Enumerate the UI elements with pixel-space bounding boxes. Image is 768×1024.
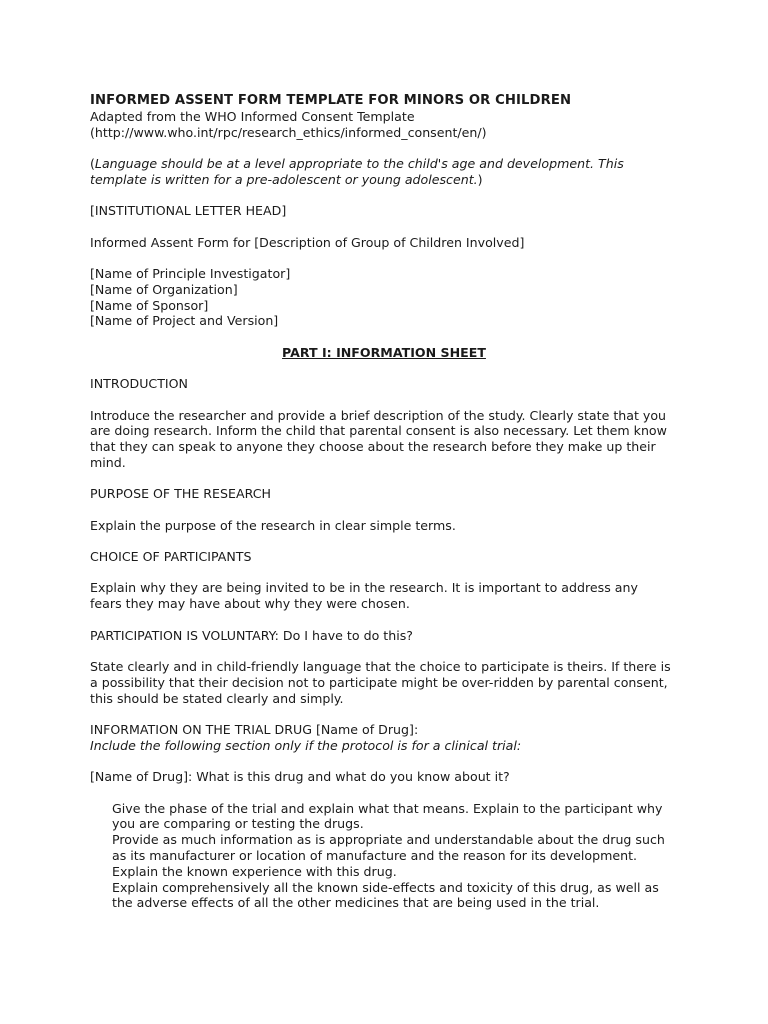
spacer — [90, 502, 678, 518]
spacer — [90, 565, 678, 581]
drug-point-line: Explain the known experience with this drug. — [112, 863, 397, 879]
introduction-body-line: are doing research. Inform the child that parental consent is also necessary. Let them know — [90, 423, 667, 439]
note-open-paren: ( — [90, 155, 95, 171]
introduction-body-line: that they can speak to anyone they choose about the research before they make up their — [90, 439, 656, 455]
spacer — [90, 392, 678, 408]
spacer — [90, 533, 678, 549]
drug-point-line: as its manufacturer or location of manufacture and the reason for its development. — [112, 848, 638, 863]
choice-heading: CHOICE OF PARTICIPANTS — [90, 549, 252, 565]
voluntary-heading: PARTICIPATION IS VOLUNTARY: Do I have to do this? — [90, 627, 413, 643]
organization-placeholder: [Name of Organization] — [90, 281, 238, 297]
language-note-text-2: template is written for a pre-adolescent or young adolescent. — [90, 171, 478, 187]
drug-point-line: Give the phase of the trial and explain what that means. Explain to the participant why — [112, 800, 663, 816]
drug-points — [90, 801, 678, 912]
spacer — [90, 754, 678, 770]
introduction-heading: INTRODUCTION — [90, 376, 188, 392]
spacer — [90, 361, 678, 377]
drug-point-line: you are comparing or testing the drugs. — [112, 816, 364, 832]
voluntary-body-line: a possibility that their decision not to participate might be over-ridden by parental consent, — [90, 674, 668, 690]
purpose-body: Explain the purpose of the research in clear simple terms. — [90, 517, 456, 533]
trial-drug-heading: INFORMATION ON THE TRIAL DRUG [Name of Drug]: — [90, 722, 419, 738]
adapted-from-line: Adapted from the WHO Informed Consent Template — [90, 108, 415, 124]
spacer — [90, 188, 678, 204]
choice-body-line: fears they may have about why they were chosen. — [90, 596, 410, 612]
sponsor-placeholder: [Name of Sponsor] — [90, 297, 209, 313]
principal-investigator-placeholder: [Name of Principle Investigator] — [90, 265, 291, 281]
spacer — [90, 706, 678, 722]
spacer — [90, 471, 678, 487]
part-one-heading: PART I: INFORMATION SHEET — [282, 344, 486, 360]
introduction-body-line: Introduce the researcher and provide a brief description of the study. Clearly state that you — [90, 407, 667, 423]
part-heading-row — [90, 345, 678, 361]
project-version-placeholder: [Name of Project and Version] — [90, 313, 279, 329]
trial-drug-note: Include the following section only if the protocol is for a clinical trial: — [90, 737, 522, 753]
spacer — [90, 329, 678, 345]
drug-question: [Name of Drug]: What is this drug and what do you know about it? — [90, 769, 510, 785]
choice-body-line: Explain why they are being invited to be in the research. It is important to address any — [90, 580, 638, 596]
document-title: INFORMED ASSENT FORM TEMPLATE FOR MINORS OR CHILDREN — [90, 93, 572, 108]
spacer — [90, 250, 678, 266]
purpose-heading: PURPOSE OF THE RESEARCH — [90, 486, 271, 502]
spacer — [90, 219, 678, 235]
assent-form-for: Informed Assent Form for [Description of Group of Children Involved] — [90, 234, 525, 250]
voluntary-body-line: State clearly and in child-friendly language that the choice to participate is theirs. If there is — [90, 659, 671, 675]
source-url: (http://www.who.int/rpc/research_ethics/informed_consent/en/) — [90, 124, 487, 140]
language-note-line-2 — [90, 172, 678, 188]
language-note-text-1: Language should be at a level appropriate to the child's age and development. This — [94, 155, 624, 171]
spacer — [90, 785, 678, 801]
drug-point-line: the adverse effects of all the other medicines that are being used in the trial. — [112, 895, 600, 911]
drug-point-line: Explain comprehensively all the known side-effects and toxicity of this drug, as well as — [112, 879, 659, 895]
introduction-body-line: mind. — [90, 454, 126, 470]
note-close-paren: ) — [477, 171, 483, 187]
language-note-line-1 — [90, 156, 678, 172]
drug-point-line: Provide as much information as is appropriate and understandable about the drug such — [112, 832, 665, 848]
spacer — [90, 612, 678, 628]
spacer — [90, 643, 678, 659]
voluntary-body-line: this should be stated clearly and simply. — [90, 690, 344, 706]
spacer — [90, 140, 678, 156]
institutional-letterhead: [INSTITUTIONAL LETTER HEAD] — [90, 203, 287, 219]
